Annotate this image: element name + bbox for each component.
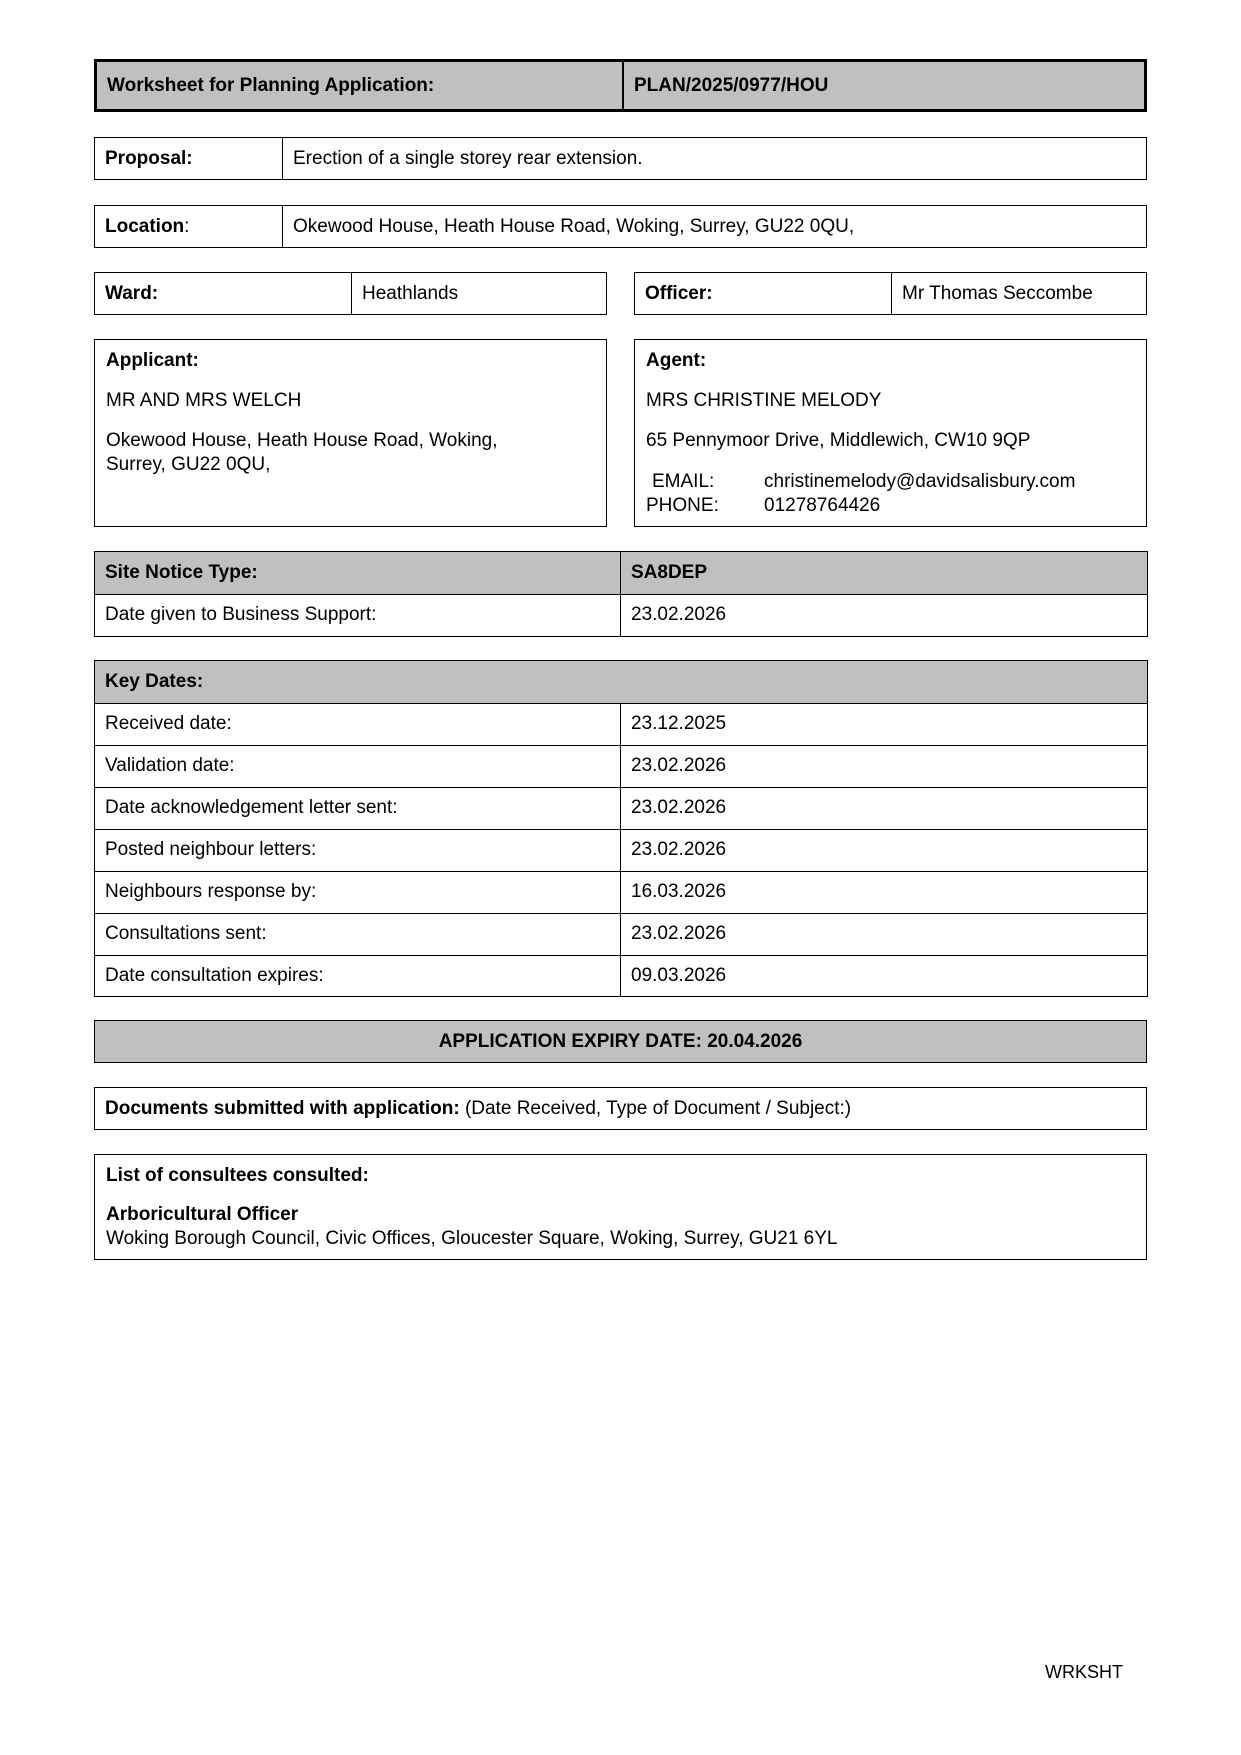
site-notice-type-value: SA8DEP — [631, 562, 708, 583]
officer-value: Mr Thomas Seccombe — [902, 282, 1093, 304]
key-date-value: 23.02.2026 — [631, 923, 727, 944]
ward-value: Heathlands — [362, 282, 459, 304]
agent-email: christinemelody@davidsalisbury.com — [764, 471, 1076, 492]
documents-box — [94, 1087, 1147, 1130]
agent-address: 65 Pennymoor Drive, Middlewich, CW10 9QP — [646, 430, 1031, 451]
documents-note: (Date Received, Type of Document / Subject:) — [464, 1097, 852, 1119]
key-date-label: Date consultation expires: — [105, 964, 324, 986]
ward-box — [94, 272, 607, 315]
agent-phone-label: PHONE: — [646, 495, 719, 516]
application-expiry-banner — [94, 1020, 1147, 1063]
key-date-value: 23.02.2026 — [631, 755, 727, 776]
key-date-label: Consultations sent: — [105, 923, 267, 944]
applicant-address-line2: Surrey, GU22 0QU, — [106, 454, 271, 475]
key-date-value: 23.12.2025 — [631, 713, 727, 734]
key-date-value: 16.03.2026 — [631, 881, 727, 902]
key-date-label: Validation date: — [105, 755, 235, 776]
key-date-label: Date acknowledgement letter sent: — [105, 797, 398, 818]
business-support-label: Date given to Business Support: — [105, 604, 377, 625]
consultee-name: Arboricultural Officer — [106, 1204, 299, 1225]
site-notice-table — [94, 551, 1148, 637]
applicant-name: MR AND MRS WELCH — [106, 390, 302, 411]
location-value: Okewood House, Heath House Road, Woking, Surrey, GU22 0QU, — [293, 215, 855, 237]
ward-label: Ward: — [105, 282, 159, 304]
applicant-box — [94, 339, 607, 527]
location-box — [94, 205, 1147, 248]
agent-phone: 01278764426 — [764, 495, 881, 516]
application-reference: PLAN/2025/0977/HOU — [634, 74, 829, 96]
site-notice-type-label: Site Notice Type: — [105, 562, 258, 583]
location-label: Location — [105, 215, 185, 237]
application-expiry-text: APPLICATION EXPIRY DATE: 20.04.2026 — [438, 1030, 803, 1052]
worksheet-header-label: Worksheet for Planning Application: — [107, 74, 435, 96]
key-date-value: 09.03.2026 — [631, 964, 727, 986]
worksheet-header — [94, 59, 1147, 112]
agent-box — [634, 339, 1147, 527]
business-support-value: 23.02.2026 — [631, 604, 727, 625]
agent-email-label: EMAIL: — [652, 471, 715, 492]
location-colon: : — [184, 215, 190, 237]
proposal-label: Proposal: — [105, 147, 193, 169]
key-date-label: Posted neighbour letters: — [105, 839, 317, 860]
key-dates-title: Key Dates: — [105, 671, 204, 692]
key-date-label: Neighbours response by: — [105, 881, 317, 902]
location-label-cell — [95, 206, 282, 247]
officer-box — [634, 272, 1147, 315]
agent-label: Agent: — [646, 350, 707, 371]
consultee-address: Woking Borough Council, Civic Offices, Gloucester Square, Woking, Surrey, GU21 6YL — [106, 1228, 838, 1249]
key-dates-table — [94, 660, 1148, 997]
footer-code: WRKSHT — [1045, 1662, 1123, 1682]
proposal-value: Erection of a single storey rear extension. — [293, 147, 643, 169]
consultees-title: List of consultees consulted: — [106, 1165, 369, 1186]
key-date-label: Received date: — [105, 713, 232, 734]
documents-label: Documents submitted with application: — [105, 1097, 460, 1119]
agent-name: MRS CHRISTINE MELODY — [646, 390, 882, 411]
proposal-box — [94, 137, 1147, 180]
officer-label: Officer: — [645, 282, 713, 304]
applicant-address-line1: Okewood House, Heath House Road, Woking, — [106, 430, 498, 451]
consultees-box — [94, 1154, 1147, 1260]
applicant-label: Applicant: — [106, 350, 199, 371]
key-date-value: 23.02.2026 — [631, 839, 727, 860]
key-date-value: 23.02.2026 — [631, 797, 727, 818]
